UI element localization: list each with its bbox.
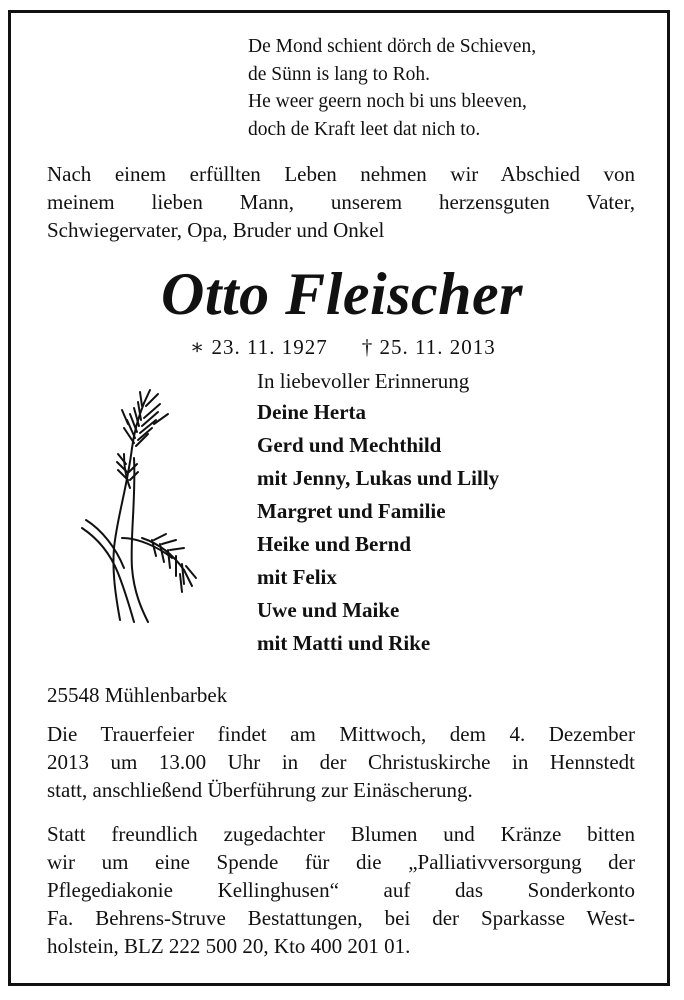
poem-line: He weer geern noch bi uns bleeven,	[248, 91, 527, 112]
family-member: mit Felix	[257, 565, 337, 589]
life-dates	[190, 334, 496, 360]
deceased-name: Otto Fleischer	[161, 261, 523, 327]
donation-line: Pflegediakonie Kellinghusen“ auf das Sonderkonto	[47, 878, 635, 902]
family-member: Heike und Bernd	[257, 532, 412, 556]
place: 25548 Mühlenbarbek	[47, 683, 228, 707]
family-list	[257, 366, 499, 660]
poem-line: doch de Kraft leet dat nich to.	[248, 118, 481, 140]
donation-line: Statt freundlich zugedachter Blumen und Kränze bitten	[47, 822, 635, 846]
intro-text	[47, 160, 635, 244]
intro-line: Nach einem erfüllten Leben nehmen wir Abschied von	[47, 162, 635, 186]
funeral-line: Die Trauerfeier findet am Mittwoch, dem 4. Dezember	[47, 722, 635, 746]
poem-line: De Mond schient dörch de Schieven,	[248, 36, 537, 57]
funeral-paragraph	[47, 720, 635, 804]
death-date: † 25. 11. 2013	[361, 335, 496, 359]
wheat-ears-icon	[72, 388, 202, 628]
funeral-line: statt, anschließend Überführung zur Einäscherung.	[47, 778, 473, 802]
funeral-line: 2013 um 13.00 Uhr in der Christuskirche in Hennstedt	[47, 750, 635, 774]
intro-line: Schwiegervater, Opa, Bruder und Onkel	[47, 218, 385, 242]
family-member: Uwe und Maike	[257, 598, 400, 622]
family-member: mit Jenny, Lukas und Lilly	[257, 466, 500, 490]
remembrance-line: In liebevoller Erinnerung	[257, 369, 470, 393]
donation-line: Fa. Behrens-Struve Bestattungen, bei der Sparkasse West-	[47, 906, 635, 930]
birth-date: ∗ 23. 11. 1927	[190, 335, 328, 359]
poem-line: de Sünn is lang to Roh.	[248, 63, 431, 85]
family-member: Margret und Familie	[257, 499, 446, 523]
donation-paragraph	[47, 820, 635, 960]
donation-line: wir um eine Spende für die „Palliativversorgung der	[47, 850, 635, 874]
poem	[248, 33, 536, 143]
donation-line: holstein, BLZ 222 500 20, Kto 400 201 01.	[47, 934, 411, 958]
intro-line: meinem lieben Mann, unserem herzensguten Vater,	[47, 190, 635, 214]
family-member: Deine Herta	[257, 400, 367, 424]
family-member: mit Matti und Rike	[257, 631, 431, 655]
family-member: Gerd und Mechthild	[257, 433, 442, 457]
